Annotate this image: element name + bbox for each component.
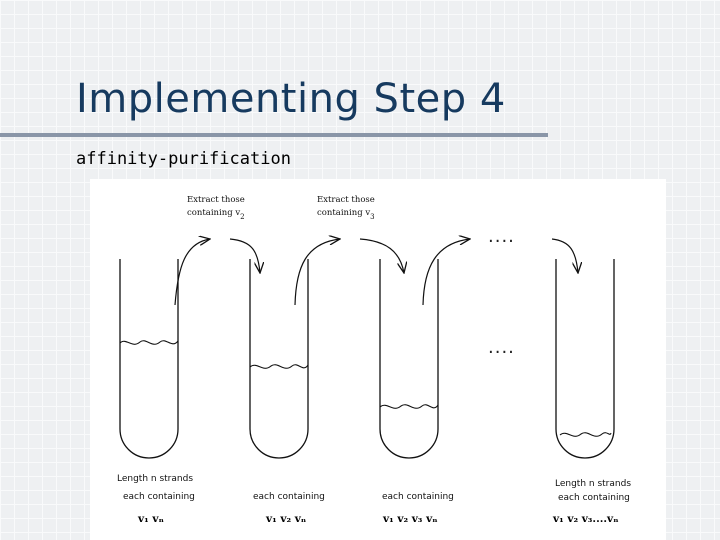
diagram-svg xyxy=(90,179,666,540)
liquid-level-3 xyxy=(380,405,438,409)
tube-label-1 xyxy=(117,474,195,525)
liquid-level-4 xyxy=(560,433,611,437)
test-tube-1 xyxy=(120,259,178,458)
ellipsis-top: .... xyxy=(488,226,515,247)
tube-label-1-vars: v₁ vₙ xyxy=(138,513,164,525)
tube-label-4-vars: v₁ v₂ v₃....vₙ xyxy=(553,513,619,525)
slide-subtitle: affinity-purification xyxy=(76,149,291,169)
svg-text:containing v3 xyxy=(317,208,375,221)
tube-label-2-line2: each containing xyxy=(253,492,325,502)
test-tube-3 xyxy=(380,259,438,458)
arrow-in-2 xyxy=(230,239,260,273)
arrow-out-3 xyxy=(423,239,470,305)
extract-label-1-line2: containing v xyxy=(187,208,241,218)
tube-label-1-line1: Length n strands xyxy=(117,474,194,484)
tube-label-4-line1: Length n strands xyxy=(555,479,632,489)
tube-label-2-vars: v₁ v₂ vₙ xyxy=(266,513,307,525)
extract-label-1-line1: Extract those xyxy=(187,195,245,205)
extract-label-2 xyxy=(317,195,375,221)
tube-label-1-line2: each containing xyxy=(123,492,195,502)
tube-label-3 xyxy=(382,492,454,525)
test-tube-4 xyxy=(556,259,614,458)
arrow-out-1 xyxy=(175,239,210,305)
extract-label-2-subscript: 3 xyxy=(370,213,375,221)
tube-label-3-line2: each containing xyxy=(382,492,454,502)
tube-label-4 xyxy=(552,479,631,525)
title-underline xyxy=(0,133,548,137)
svg-text:containing v2 xyxy=(187,208,245,221)
extract-label-2-line2: containing v xyxy=(317,208,371,218)
liquid-level-2 xyxy=(250,365,308,369)
affinity-purification-diagram xyxy=(90,179,666,540)
extract-label-1-subscript: 2 xyxy=(240,213,245,221)
ellipsis-middle: .... xyxy=(488,337,515,358)
slide-title: Implementing Step 4 xyxy=(76,76,506,122)
arrow-out-2 xyxy=(295,239,340,305)
extract-label-2-line1: Extract those xyxy=(317,195,375,205)
tube-label-4-line2: each containing xyxy=(558,493,630,503)
tube-label-3-vars: v₁ v₂ v₃ vₙ xyxy=(383,513,438,525)
tube-label-2 xyxy=(253,492,325,525)
arrow-in-3 xyxy=(360,239,404,273)
extract-label-1 xyxy=(187,195,245,221)
test-tube-2 xyxy=(250,259,308,458)
liquid-level-1 xyxy=(120,341,178,345)
